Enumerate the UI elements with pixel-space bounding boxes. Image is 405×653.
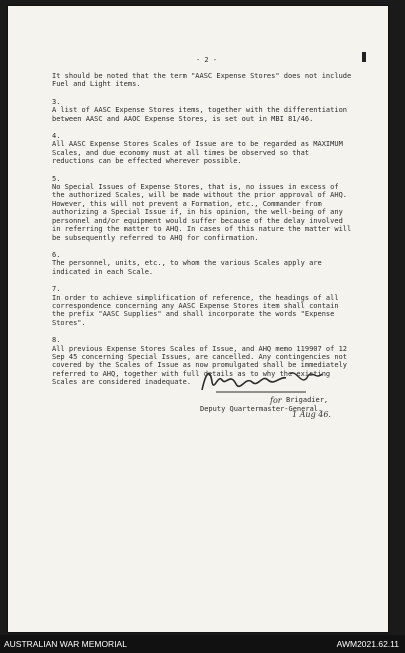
paragraph-text: All AASC Expense Stores Scales of Issue are to be regarded as MAXIMUM Scales, and due economy must at all times be observed so that reductions can be effected wherever possible. [52,140,343,166]
sign-line-2: Deputy Quartermaster-General. [200,405,323,413]
paragraph-7 [52,285,352,327]
paragraph-text: The personnel, units, etc., to whom the various Scales apply are indicated in each Scale. [52,259,322,276]
paragraph-number: 8. [52,336,61,345]
paragraph-number: 5. [52,174,61,183]
handwritten-signature [196,362,336,398]
paragraph-4 [52,132,352,166]
sign-for-text: for [270,396,282,405]
paragraph-6 [52,251,352,276]
page-number: - 2 - [196,56,218,64]
paragraph-text: All previous Expense Stores Scales of Issue, and AHQ memo 119907 of 12 Sep 45 concerning Special Issues, are cancelled. Any contingencies not covered by the Scales of Issue as now promulgated shall be immediately referred to AHQ, together with full details as to why the existing Scales are considered inadequate. [52,344,348,387]
footer-institution: AUSTRALIAN WAR MEMORIAL [4,639,127,649]
paragraph-number: 7. [52,285,61,294]
paragraph-number: 3. [52,97,61,106]
margin-mark [362,52,366,62]
intro-paragraph: It should be noted that the term "AASC Expense Stores" does not include Fuel and Light items. [52,72,352,89]
footer-bar [0,635,405,653]
paragraph-text: In order to achieve simplification of reference, the headings of all correspondence concerning any AASC Expense Stores item shall contain the prefix "AASC Supplies" and shall incorporate the words "Expense Stores". [52,293,339,327]
footer-accession-number: AWM2021.62.11 [336,639,399,649]
paragraph-text: A list of AASC Expense Stores items, together with the differentiation between AASC and AAOC Expense Stores, is set out in MBI 81/46. [52,106,348,123]
signature-image [196,362,336,398]
paragraph-number: 6. [52,250,61,259]
paragraph-number: 4. [52,132,61,141]
document-body [52,52,352,396]
sign-line-1: Brigadier, [286,396,329,404]
paragraph-5 [52,175,352,242]
paragraph-3 [52,98,352,123]
sign-date: 1 Aug 46. [292,410,331,419]
paragraph-text: No Special Issues of Expense Stores, that is, no issues in excess of the authorized Scales, will be made without the prior approval of AHQ. However, this will not prevent a Formation, etc., Commander from authorizing a Special Issue if, in his opinion, the well-being of any personnel and/or equipment would suffer because of the delay involved in referring the matter to AHQ. In cases of this nature the matter will be subsequently referred to AHQ for confirmation. [52,183,352,242]
